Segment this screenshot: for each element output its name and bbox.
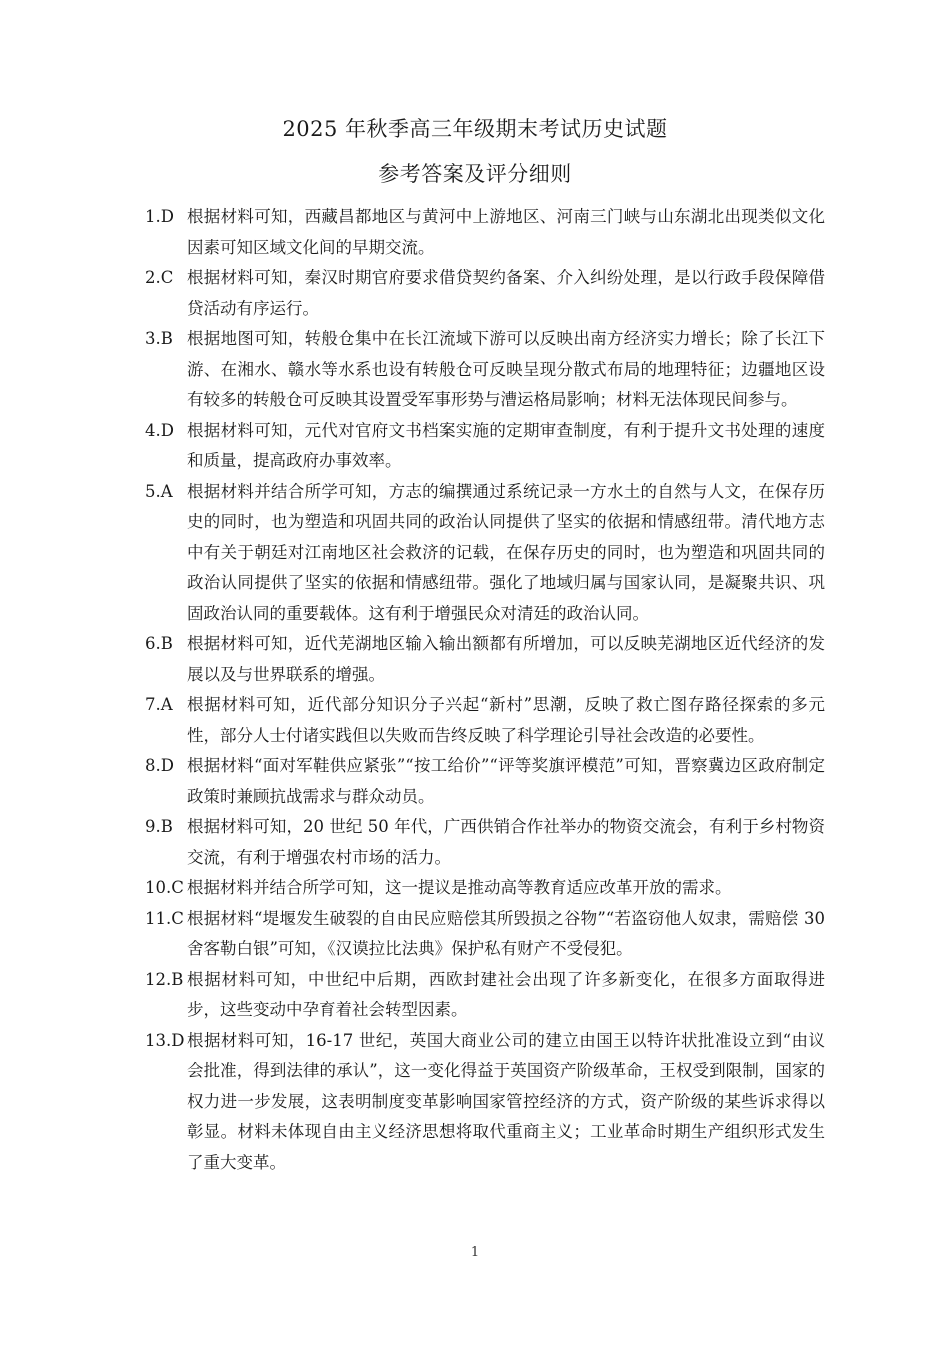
answer-explanation: 根据材料可知，16-17 世纪，英国大商业公司的建立由国王以特许状批准设立到“由议会批准，得到法律的承认”，这一变化得益于英国资产阶级革命，王权受到限制，国家的权力进一步发展，这表明制度变革影响国家管控经济的方式，资产阶级的某些诉求得以彰显。材料未体现自由主义经济思想将取代重商主义；工业革命时期生产组织形式发生了重大变革。 (187, 1030, 825, 1172)
answer-explanation: 根据材料可知，近代芜湖地区输入输出额都有所增加，可以反映芜湖地区近代经济的发展以及与世界联系的增强。 (187, 634, 825, 684)
answer-number: 4.D (145, 420, 174, 440)
answer-number: 10.C (145, 878, 184, 897)
answer-item (145, 873, 825, 904)
answer-item (145, 751, 825, 812)
answer-explanation: 根据材料可知，西藏昌都地区与黄河中上游地区、河南三门峡与山东湖北出现类似文化因素可知区域文化间的早期交流。 (187, 207, 825, 257)
answer-list (145, 202, 825, 1178)
answer-explanation: 根据材料并结合所学可知，这一提议是推动高等教育适应改革开放的需求。 (187, 878, 732, 897)
answer-number: 8.D (145, 756, 174, 775)
answer-explanation: 根据材料并结合所学可知，方志的编撰通过系统记录一方水土的自然与人文，在保存历史的同时，也为塑造和巩固共同的政治认同提供了坚实的依据和情感纽带。清代地方志中有关于朝廷对江南地区社会救济的记载，在保存历史的同时，也为塑造和巩固共同的政治认同提供了坚实的依据和情感纽带。强化了地域归属与国家认同，是凝聚共识、巩固政治认同的重要载体。这有利于增强民众对清廷的政治认同。 (187, 481, 825, 623)
answer-explanation: 根据材料“堤堰发生破裂的自由民应赔偿其所毁损之谷物”“若盗窃他人奴隶，需赔偿 30 舍客勒白银”可知，《汉谟拉比法典》保护私有财产不受侵犯。 (187, 908, 825, 958)
answer-number: 3.B (145, 329, 173, 348)
answer-explanation: 根据材料“面对军鞋供应紧张”“按工给价”“评等奖旗评模范”可知，晋察冀边区政府制定政策时兼顾抗战需求与群众动员。 (187, 756, 825, 806)
answer-item (145, 202, 825, 263)
answer-number: 12.B (145, 969, 184, 989)
page-subtitle: 参考答案及评分细则 (378, 162, 572, 186)
answer-number: 2.C (145, 268, 174, 287)
answer-item (145, 263, 825, 324)
answer-item (145, 324, 825, 416)
answer-number: 13.D (145, 1030, 185, 1050)
answer-item (145, 1026, 825, 1179)
page-title: 2025 年秋季高三年级期末考试历史试题 (282, 117, 668, 141)
answer-item (145, 965, 825, 1026)
answer-explanation: 根据材料可知，中世纪中后期，西欧封建社会出现了许多新变化，在很多方面取得进步，这些变动中孕育着社会转型因素。 (187, 969, 825, 1019)
answer-item (145, 629, 825, 690)
answer-item (145, 904, 825, 965)
answer-number: 1.D (145, 207, 174, 226)
answer-number: 6.B (145, 634, 173, 653)
answer-explanation: 根据材料可知，秦汉时期官府要求借贷契约备案、介入纠纷处理，是以行政手段保障借贷活动有序运行。 (187, 268, 825, 318)
answer-explanation: 根据材料可知，20 世纪 50 年代，广西供销合作社举办的物资交流会，有利于乡村物资交流，有利于增强农村市场的活力。 (187, 817, 825, 867)
answer-explanation: 根据材料可知，元代对官府文书档案实施的定期审查制度，有利于提升文书处理的速度和质量，提高政府办事效率。 (187, 420, 825, 470)
answer-item (145, 812, 825, 873)
answer-number: 9.B (145, 817, 173, 836)
answer-number: 11.C (145, 908, 184, 928)
page-number: 1 (470, 1245, 480, 1260)
answer-item (145, 416, 825, 477)
answer-number: 7.A (145, 695, 173, 714)
answer-explanation: 根据材料可知，近代部分知识分子兴起“新村”思潮，反映了救亡图存路径探索的多元性，部分人士付诸实践但以失败而告终反映了科学理论引导社会改造的必要性。 (187, 695, 825, 745)
answer-item (145, 477, 825, 630)
answer-explanation: 根据地图可知，转般仓集中在长江流域下游可以反映出南方经济实力增长；除了长江下游、在湘水、赣水等水系也设有转般仓可反映呈现分散式布局的地理特征；边疆地区设有较多的转般仓可反映其设置受军事形势与漕运格局影响；材料无法体现民间参与。 (187, 329, 825, 409)
answer-item (145, 690, 825, 751)
answer-number: 5.A (145, 481, 173, 501)
